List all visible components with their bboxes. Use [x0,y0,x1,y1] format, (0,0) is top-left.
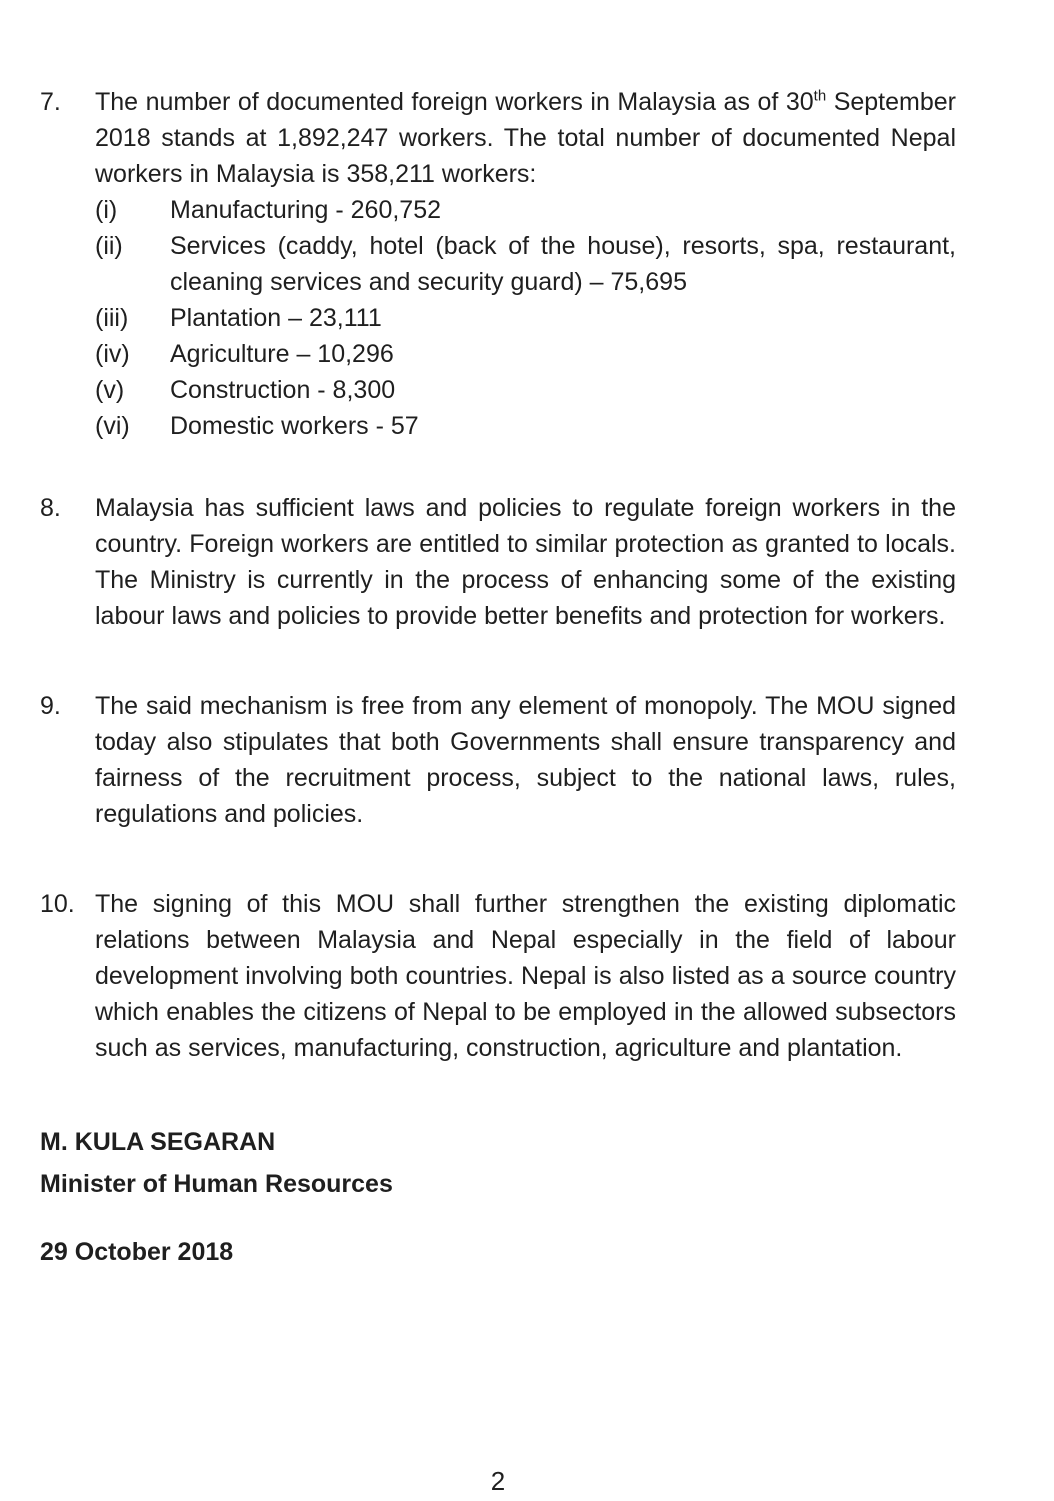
paragraph-8-text: Malaysia has sufficient laws and policies to regulate foreign workers in the country. Foreign workers are entitled to similar protection as granted to locals. The Ministry is currently in the process of enhancing some of the existing labour laws and policies to provide better benefits and protection for workers. [95,494,956,630]
paragraph-9 [40,688,956,832]
paragraph-10 [40,886,956,1066]
paragraph-7-text-after-superscript: September 2018 stands at 1,892,247 workers. The total number of documented Nepal workers in Malaysia is 358,211 workers: [95,88,956,188]
list-item-text: Construction - 8,300 [170,376,396,404]
list-item-text: Manufacturing - 260,752 [170,196,442,224]
paragraph-8 [40,490,956,634]
list-item-label: (i) [95,196,118,224]
list-item-text: Domestic workers - 57 [170,412,419,440]
paragraph-9-text: The said mechanism is free from any element of monopoly. The MOU signed today also stipulates that both Governments shall ensure transparency and fairness of the recruitment process, subject to the national laws, rules, regulations and policies. [95,692,956,828]
list-item-manufacturing [95,192,956,228]
ordinal-superscript: th [813,87,827,105]
list-item-text: Services (caddy, hotel (back of the house), resorts, spa, restaurant, cleaning services and security guard) – 75,695 [170,232,956,296]
signatory-name: M. KULA SEGARAN [40,1128,276,1156]
list-item-construction [95,372,956,408]
list-item-label: (v) [95,376,125,404]
worker-sector-list [95,192,956,444]
list-item-agriculture [95,336,956,372]
signature-date: 29 October 2018 [40,1238,234,1266]
paragraph-7 [40,84,956,444]
paragraph-10-text: The signing of this MOU shall further strengthen the existing diplomatic relations between Malaysia and Nepal especially in the field of labour development involving both countries. Nepal is also listed as a source country which enables the citizens of Nepal to be employed in the allowed subsectors such as services, manufacturing, construction, agriculture and plantation. [95,890,956,1062]
paragraph-7-number: 7. [40,88,61,116]
paragraph-9-number: 9. [40,692,61,720]
signature-block [40,1121,956,1273]
list-item-services [95,228,956,300]
list-item-plantation [95,300,956,336]
paragraph-7-text-before-superscript: The number of documented foreign workers in Malaysia as of 30 [95,88,814,116]
paragraph-10-number: 10. [40,890,75,918]
paragraph-7-text [95,88,956,188]
page-number: 2 [490,1466,506,1496]
list-item-text: Agriculture – 10,296 [170,340,394,368]
paragraph-8-number: 8. [40,494,61,522]
signatory-title: Minister of Human Resources [40,1170,393,1198]
list-item-label: (ii) [95,232,123,260]
list-item-label: (vi) [95,412,130,440]
list-item-label: (iv) [95,340,130,368]
list-item-label: (iii) [95,304,129,332]
list-item-text: Plantation – 23,111 [170,304,382,332]
list-item-domestic-workers [95,408,956,444]
